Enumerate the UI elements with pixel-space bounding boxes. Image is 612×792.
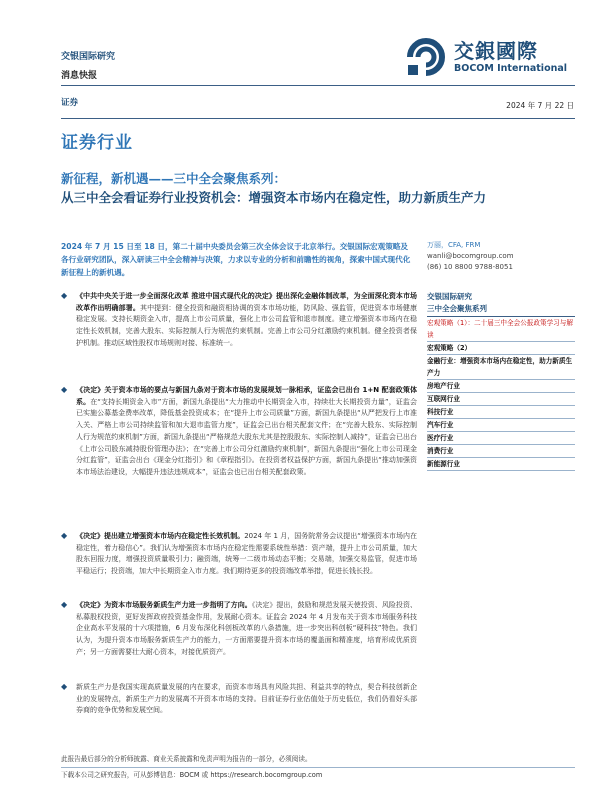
logo-english-text: BOCOM International [454,63,568,74]
company-logo [404,35,574,79]
sidebar-item-consumer: 消费行业 [427,445,575,458]
sector-rule [61,118,575,119]
bullet-item [61,385,417,479]
bullet-lead: 《决定》为资本市场服务新质生产力进一步指明了方向。 [76,601,252,609]
report-type: 消息快报 [61,71,98,81]
sector-tag: 证券 [61,98,79,108]
analyst-phone: (86) 10 8800 9788-8051 [427,263,513,271]
bullet-lead: 《中共中央关于进一步全面深化改革 推进中国式现代化的决定》提出深化金融体制改革，为全面深化资本市场改革作出明确部署。 [76,292,417,312]
diamond-bullet-icon: ◆ [61,531,68,540]
download-note[interactable]: 下载本公司之研究报告，可从彭博信息：BOCM 或 https://research.bocomgroup.com [61,771,323,779]
analyst-email[interactable]: wanli@bocomgroup.com [427,252,514,260]
bullet-body: 在“支持长期资金入市”方面，新国九条提出“大力推动中长期资金入市，持续壮大长期投资力量”，证监会已实施公募基金费率改革，降低基金投资成本；在“提升上市公司质量”方面，新国九条提出“从严把发行上市准入关、严格上市公司持续监管和加大退市监管力度”，证监会已出台相关配套文件；在“完善大股东、实际控制人行为规范约束机制”方面，新国九条提出“严格规范大股东尤其是控股股东、实际控制人减持”，证监会已出台《上市公司股东减持股份管理办法》；在“完善上市公司分红激励约束机制”，新国九条提出“强化上市公司现金分红监管”，证监会出台《现金分红指引》和《章程指引》。在投资者权益保护方面，新国九条提出“推动加强资本市场法治建设，大幅提升违法违规成本”，证监会也已出台相关配套政策。 [76,397,417,476]
sidebar-item-finance: 金融行业：增强资本市场内在稳定性，助力新质生产力 [427,355,575,380]
sidebar-item-tech: 科技行业 [427,406,575,419]
sidebar-subtitle: 三中全会聚焦系列 [427,303,575,317]
bullet-body: 《决定》提出，鼓励和规范发展天使投资、风险投资、私募股权投资，更好发挥政府投资基金作用，发展耐心资本。证监会 2024 年 4 月发布关于资本市场服务科技企业高水平发展的十六项措施，6 月发布深化科创板改革的八条措施，进一步突出科创板“硬科技”特色。我们认为，为提升资本市场服务新质生产力的能力，一方面需要提升资本市场的覆盖面和精准度，培育形成优质资产；另一方面需要壮大耐心资本，对接优质资产。 [76,601,417,656]
sector-title: 证券行业 [61,133,133,153]
report-headline: 从三中全会看证券行业投资机会：增强资本市场内在稳定性，助力新质生产力 [61,190,487,205]
bullet-lead: 《决定》关于资本市场的要点与新国九条对于资本市场的发展规划一脉相承，证监会已出台 1+N 配套政策体系。 [76,386,417,406]
header-rule [61,85,575,86]
sidebar-item-internet: 互联网行业 [427,393,575,406]
bullet-body: 新质生产力是我国实现高质量发展的内在要求，而资本市场具有风险共担、利益共享的特点，契合科技创新企业的发展特点，新质生产力的发展离不开资本市场的支持。目前证券行业估值处于历史低位，我们仍看好头部券商的竞争优势和发展空间。 [76,683,417,715]
sidebar-item-macro-2: 宏观策略（2） [427,342,575,355]
series-title: 新征程，新机遇——三中全会聚焦系列： [61,171,287,186]
analyst-name: 万丽，CFA, FRM [427,241,481,249]
brand-label: 交银国际研究 [61,52,116,62]
diamond-bullet-icon: ◆ [61,385,68,394]
sidebar-item-property: 房地产行业 [427,380,575,393]
closing-paragraph [61,682,417,717]
intro-body: 交银国际宏观策略及各行业研究团队，深入研读三中全会精神与决策，力求以专业的分析和前瞻性的视角，探索中国式现代化新征程上的新机遇。 [61,242,411,277]
bullet-item [61,291,417,350]
diamond-bullet-icon: ◆ [61,682,68,691]
sidebar-item-auto: 汽车行业 [427,419,575,432]
series-sidebar [427,291,575,471]
diamond-bullet-icon: ◆ [61,291,68,300]
bullet-item [61,600,417,659]
logo-chinese-text: 交銀國際 [454,39,538,63]
bullet-body: 其中提到：健全投资和融资相协调的资本市场功能，防风险、强监管，促进资本市场健康稳定发展。支持长期资金入市，提高上市公司质量，强化上市公司监管和退市制度。建立增强资本市场内在稳定性长效机制，完善大股东、实际控制人行为规范约束机制。完善上市公司分红激励约束机制。健全投资者保护机制。推动区域性股权市场规则对接、标准统一。 [76,303,418,347]
report-date: 2024 年 7 月 22 日 [506,101,574,110]
intro-paragraph [61,240,413,279]
sidebar-item-healthcare: 医疗行业 [427,432,575,445]
bullet-lead: 《决定》提出建立增强资本市场内在稳定性长效机制。 [76,532,245,540]
sidebar-item-new-energy: 新能源行业 [427,458,575,471]
disclaimer-note: 此报告最后部分的分析师披露、商业关系披露和免责声明为报告的一部分，必须阅读。 [61,752,575,768]
page-footer [61,752,575,783]
bullet-body: 2024 年 1 月，国务院常务会议提出“增强资本市场内在稳定性，着力稳信心”。我们认为增强资本市场内在稳定性需要系统性举措：资产端，提升上市公司质量，加大股东回报力度，增强投资质量吸引力；融资端，统筹一二级市场动态平衡；交易端，加强交易监管，促进市场平稳运行；投资端，加大中长期资金入市力度。我们期待更多的投资端改革举措，促进长钱长投。 [76,532,417,576]
bullet-item [61,531,417,578]
intro-lead: 2024 年 7 月 15 日至 18 日，第二十届中央委员会第三次全体会议于北京举行。 [61,242,340,251]
sidebar-title: 交银国际研究 [427,292,472,301]
analyst-block [427,240,514,273]
sidebar-item-macro-1[interactable]: 宏观策略（1）：二十届三中全会公报政策学习与解读 [427,317,575,342]
logo-mark-icon [404,35,448,79]
diamond-bullet-icon: ◆ [61,600,68,609]
